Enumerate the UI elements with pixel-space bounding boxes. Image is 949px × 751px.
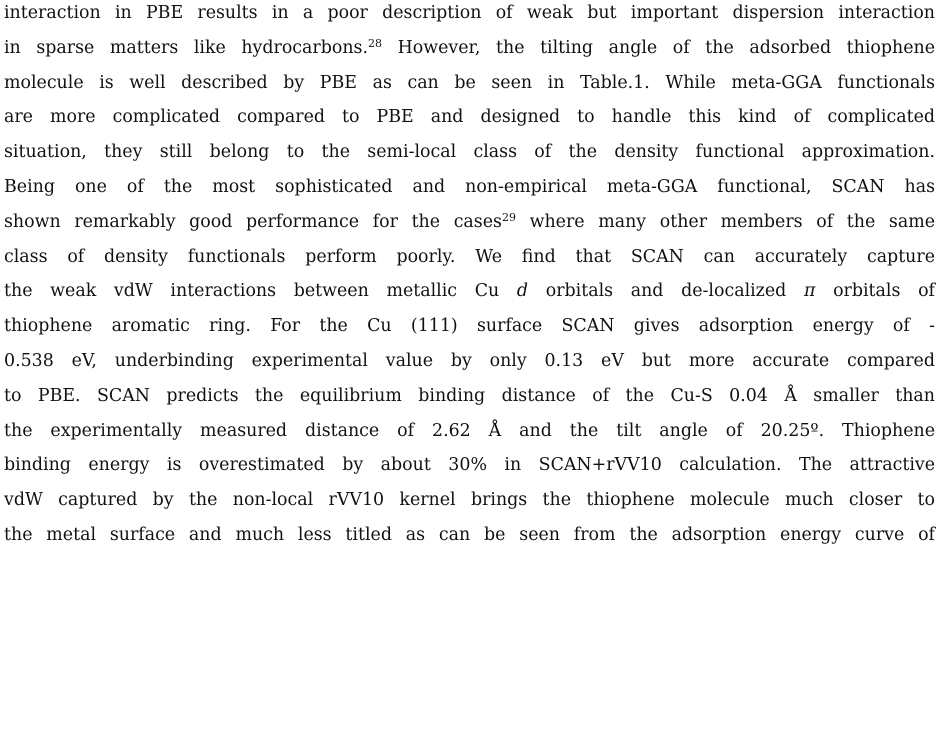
text-line-9: the weak vdW interactions between metallic Cu d orbitals and de-localized π orbitals of	[4, 281, 935, 302]
text-line-13: the experimentally measured distance of 2.62 Å and the tilt angle of 20.25º. Thiophene	[4, 420, 935, 441]
text-line-12: to PBE. SCAN predicts the equilibrium binding distance of the Cu-S 0.04 Å smaller than	[4, 385, 935, 406]
pi-orbital-symbol: π	[803, 281, 816, 302]
text-line-5: situation, they still belong to the semi-local class of the density functional approximation.	[4, 142, 935, 163]
citation-28[interactable]: 28	[367, 36, 382, 50]
text-line-3: molecule is well described by PBE as can be seen in Table.1. While meta-GGA functionals	[4, 72, 935, 93]
text-line-8: class of density functionals perform poorly. We find that SCAN can accurately capture	[4, 246, 935, 267]
citation-29[interactable]: 29	[501, 210, 516, 224]
text-line-16: the metal surface and much less titled as can be seen from the adsorption energy curve of	[4, 524, 935, 545]
text-line-2: in sparse matters like hydrocarbons.$^{28}$ However, the tilting angle of the adsorbed thiophene	[4, 36, 936, 58]
text-line-11: 0.538 eV, underbinding experimental value by only 0.13 eV but more accurate compared	[4, 350, 935, 371]
text-line-15: vdW captured by the non-local rVV10 kernel brings the thiophene molecule much closer to	[4, 490, 935, 511]
body-paragraph	[4, 2, 935, 559]
d-orbital-symbol: d	[516, 281, 529, 302]
text-line-7: shown remarkably good performance for the cases$^{29}$ where many other members of the same	[4, 210, 935, 232]
text-line-14: binding energy is overestimated by about 30% in SCAN+rVV10 calculation. The attractive	[4, 455, 935, 476]
text-line-1: interaction in PBE results in a poor description of weak but important dispersion interaction	[4, 3, 935, 23]
text-line-4: are more complicated compared to PBE and designed to handle this kind of complicated	[4, 107, 935, 128]
text-line-6: Being one of the most sophisticated and non-empirical meta-GGA functional, SCAN has	[4, 176, 935, 197]
text-line-10: thiophene aromatic ring. For the Cu (111) surface SCAN gives adsorption energy of -	[4, 316, 935, 337]
